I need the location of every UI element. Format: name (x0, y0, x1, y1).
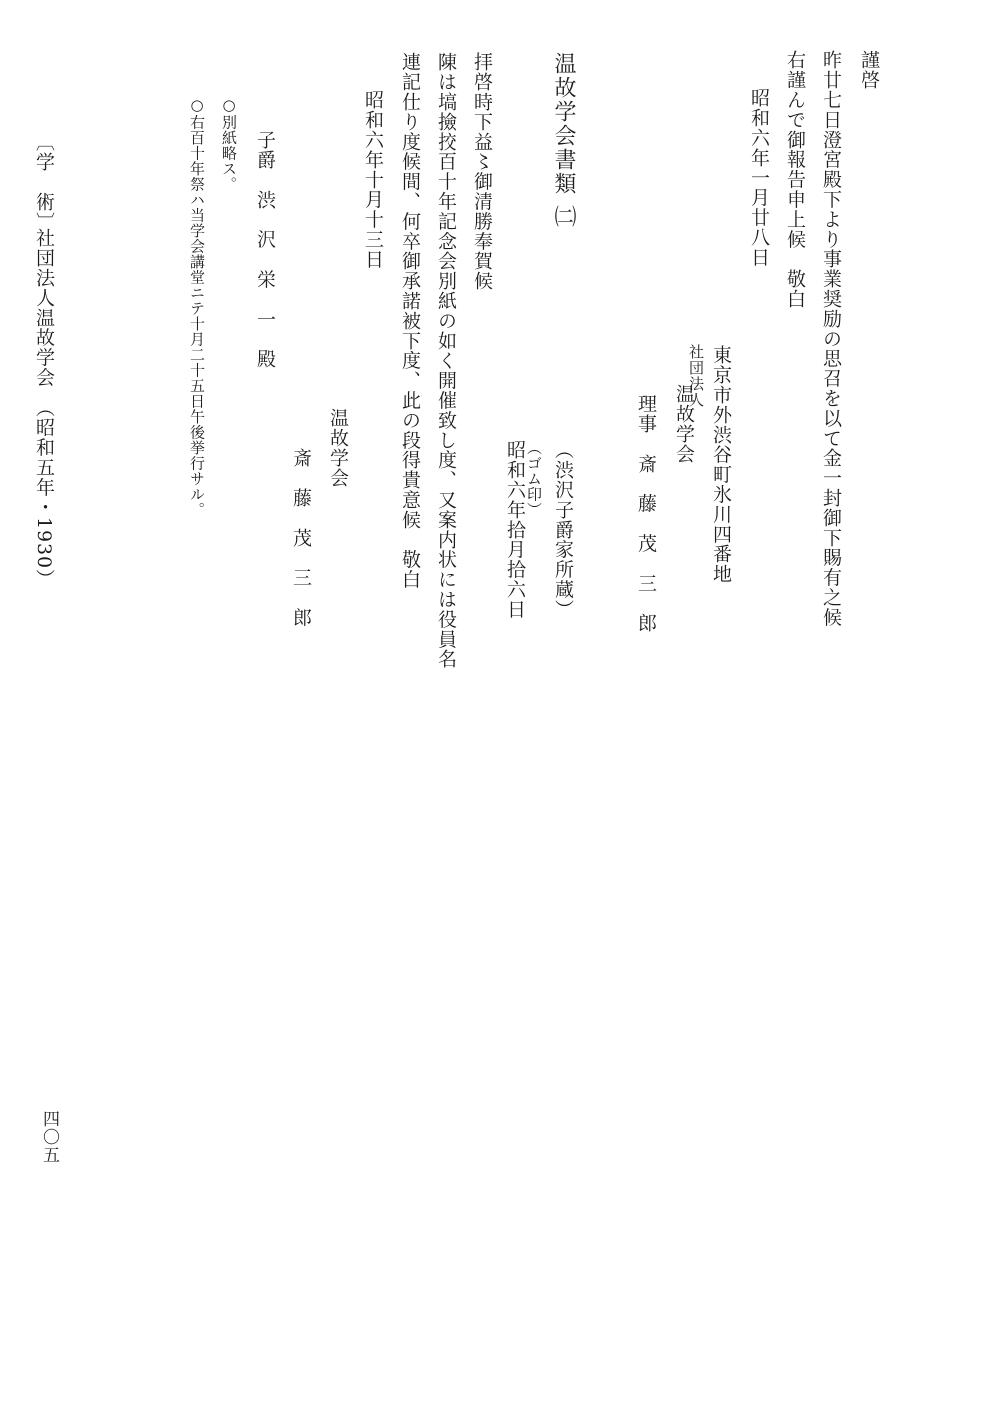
letter1-salutation: 謹啓 (858, 50, 880, 90)
letter2-body-line-3: 連記仕り度候間、何卒御承諾被下度、此の段得貴意候 敬白 (399, 52, 421, 590)
section-number: ㈡ (551, 205, 576, 228)
letter1-org-name: 温故学会 (673, 384, 695, 464)
letter2-note-2: ○右百十年祭ハ当学会講堂ニテ十月二十五日午後挙行サル。 (188, 96, 206, 518)
section-title: 温故学会書類 (551, 52, 576, 196)
page-number: 四〇五 (39, 1110, 59, 1164)
letter2-recipient: 子爵 渋 沢 栄 一 殿 (254, 130, 276, 369)
letter1-signer: 理事 斎 藤 茂 三 郎 (635, 394, 657, 633)
letter2-sender-name: 斎 藤 茂 三 郎 (290, 448, 312, 628)
letter2-body-line-2: 陳は塙撿挍百十年記念会別紙の如く開催致し度、又案内状には役員名 (435, 52, 457, 669)
letter1-org-prefix: 社団法人 (687, 344, 705, 408)
letter1-address: 東京市外渋谷町氷川四番地 (710, 345, 732, 584)
letter1-body-line-1: 昨廿七日澄宮殿下より事業奨励の思召を以て金一封御下賜有之候 (820, 50, 842, 628)
letter1-body-line-2: 右謹んで御報告申上候 敬白 (784, 50, 806, 309)
stamp-label: （ゴム印） (525, 440, 543, 518)
running-header-org: 社団法人温故学会 （昭和五年・1930） (33, 228, 55, 589)
letter2-note-1: ○別紙略ス。 (220, 96, 238, 192)
letter2-date: 昭和六年十月十三日 (362, 90, 384, 270)
letter2-body-line-1: 拝啓時下益〻御清勝奉賀候 (471, 52, 493, 291)
provenance-note: （渋沢子爵家所蔵） (552, 440, 574, 620)
running-header-category: 〔学 術〕 (33, 132, 55, 232)
letter1-date: 昭和六年一月廿八日 (748, 88, 770, 268)
stamp-date: 昭和六年拾月拾六日 (504, 440, 526, 620)
letter2-sender-org: 温故学会 (327, 408, 349, 488)
